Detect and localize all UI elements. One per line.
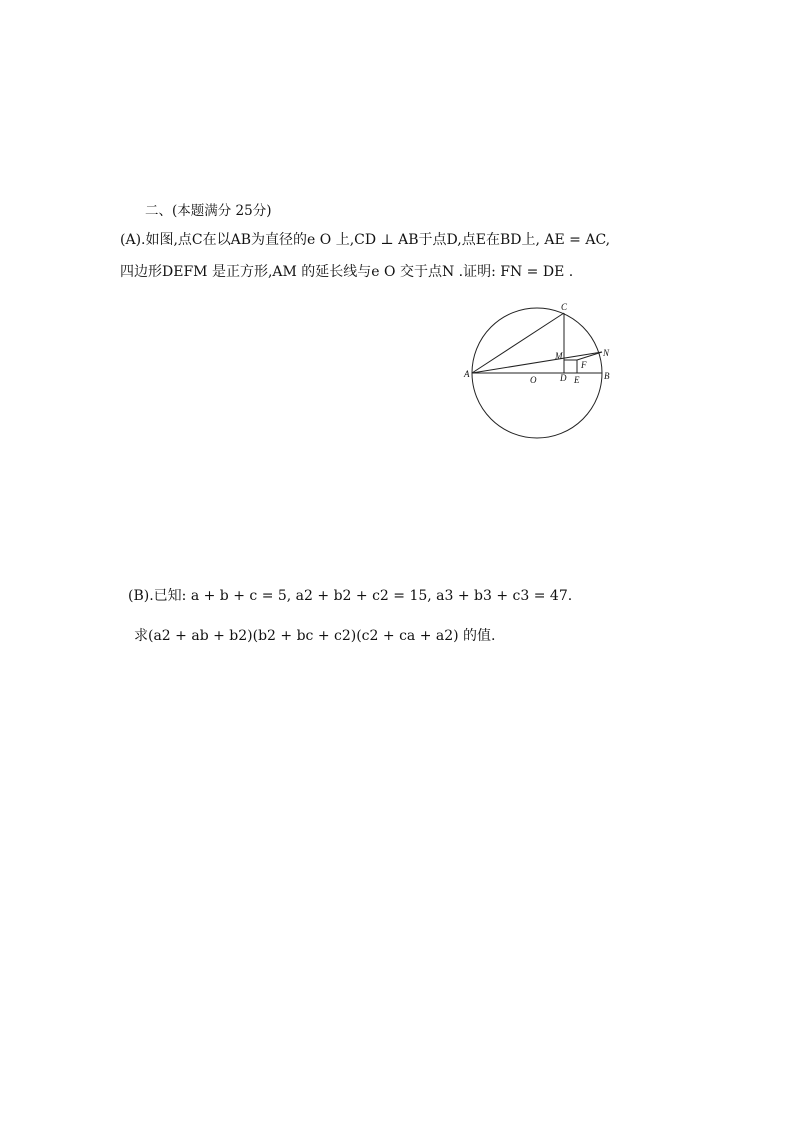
label-o: O [530, 375, 537, 385]
label-m: M [555, 351, 563, 361]
label-d: D [560, 373, 567, 383]
label-e: E [574, 375, 580, 385]
label-f: F [581, 360, 587, 370]
label-a: A [464, 369, 470, 379]
section-header: 二、(本题满分 25分) [145, 203, 272, 219]
part-a-line-2: 四边形DEFM 是正方形,AM 的延长线与e O 交于点N .证明: FN = DE . [120, 264, 574, 280]
label-c: C [561, 302, 568, 312]
segment-ac [472, 313, 564, 373]
part-a-line-1: (A).如图,点C在以AB为直径的e O 上,CD ⊥ AB于点D,点E在BD上, AE = AC, [120, 232, 611, 248]
segment-fn [577, 352, 602, 360]
square-defm [564, 360, 577, 373]
geometry-figure [460, 300, 620, 440]
part-b-given: (B).已知: a + b + c = 5, a2 + b2 + c2 = 15, a3 + b3 + c3 = 47. [128, 588, 573, 604]
label-n: N [603, 348, 610, 358]
part-b-question: 求(a2 + ab + b2)(b2 + bc + c2)(c2 + ca + a2) 的值. [134, 628, 496, 644]
label-b: B [604, 371, 610, 381]
